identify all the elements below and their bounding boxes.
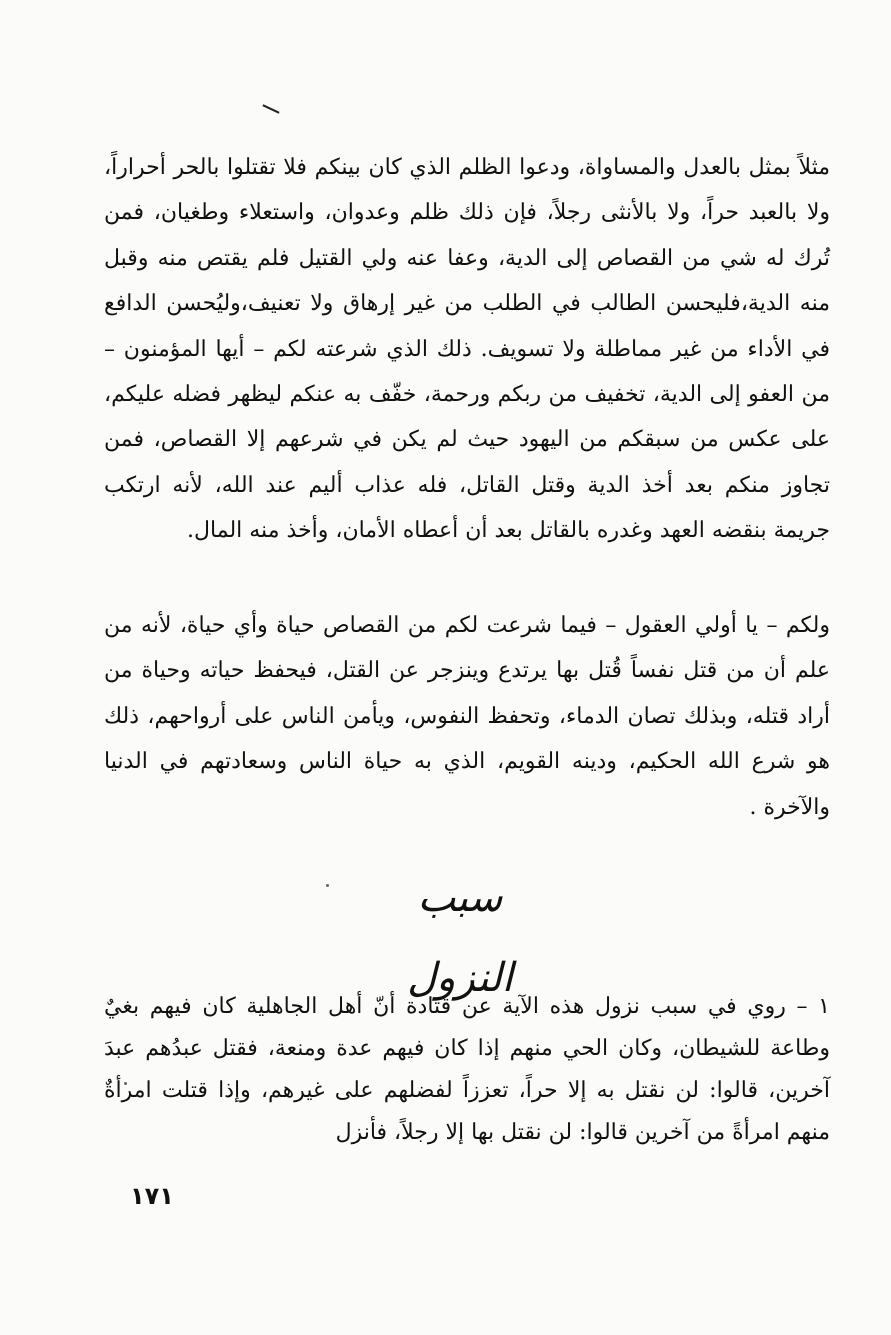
revelation-paragraph bbox=[104, 986, 830, 1154]
ink-mark bbox=[262, 104, 279, 113]
commentary-paragraph-2 bbox=[104, 603, 830, 830]
ink-dot bbox=[326, 884, 329, 887]
section-heading: سبب النزول bbox=[407, 875, 513, 1001]
page-number: ١٧١ bbox=[130, 1182, 174, 1210]
commentary-paragraph-1 bbox=[104, 145, 830, 554]
paragraph-text: مثلاً بمثل بالعدل والمساواة، ودعوا الظلم الذي كان بينكم فلا تقتلوا بالحر أحراراً، ولا بالعبد حراً، ولا بالأنثى رجلاً، فإن ذلك ظلم وعدوان، واستعلاء وطغيان، فمن تُرك له شي من القصاص إلى الدية، وعفا عنه ولي القتيل فلم يقتص منه وقبل منه الدية،فليحسن الطالب في الطلب من غير إرهاق ولا تعنيف،وليُحسن الدافع في الأداء من غير مماطلة ولا تسويف. ذلك الذي شرعته لكم – أيها المؤمنون – من العفو إلى الدية، تخفيف من ربكم ورحمة، خفّف به عنكم ليظهر فضله عليكم، على عكس من سبقكم من اليهود حيث لم يكن في شرعهم إلا القصاص، فمن تجاوز منكم بعد أخذ الدية وقتل القاتل، فله عذاب أليم عند الله، لأنه ارتكب جريمة بنقضه العهد وغدره بالقاتل بعد أن أعطاه الأمان، وأخذ منه المال. bbox=[104, 155, 830, 544]
paragraph-text: ولكم – يا أولي العقول – فيما شرعت لكم من القصاص حياة وأي حياة، لأنه من علم أن من قتل نفساً قُتل بها يرتدع وينزجر عن القتل، فيحفظ حياته وحياة من أراد قتله، وبذلك تصان الدماء، وتحفظ النفوس، ويأمن الناس على أرواحهم، ذلك هو شرع الله الحكيم، ودينه القويم، الذي به حياة الناس وسعادتهم في الدنيا والآخرة . bbox=[104, 613, 830, 820]
paragraph-text: ١ – روي في سبب نزول هذه الآية عن قتادة أنّ أهل الجاهلية كان فيهم بغيٌ وطاعة للشيطان، وكان الحي منهم إذا كان فيهم عدة ومنعة، فقتل عبدُهم عبدَ آخرين، قالوا: لن نقتل به إلا حراً، تعززاً لفضلهم على غيرهم، وإذا قتلت امرأةٌ منهم امرأةً من آخرين قالوا: لن نقتل بها إلا رجلاً، فأنزل bbox=[104, 994, 830, 1145]
